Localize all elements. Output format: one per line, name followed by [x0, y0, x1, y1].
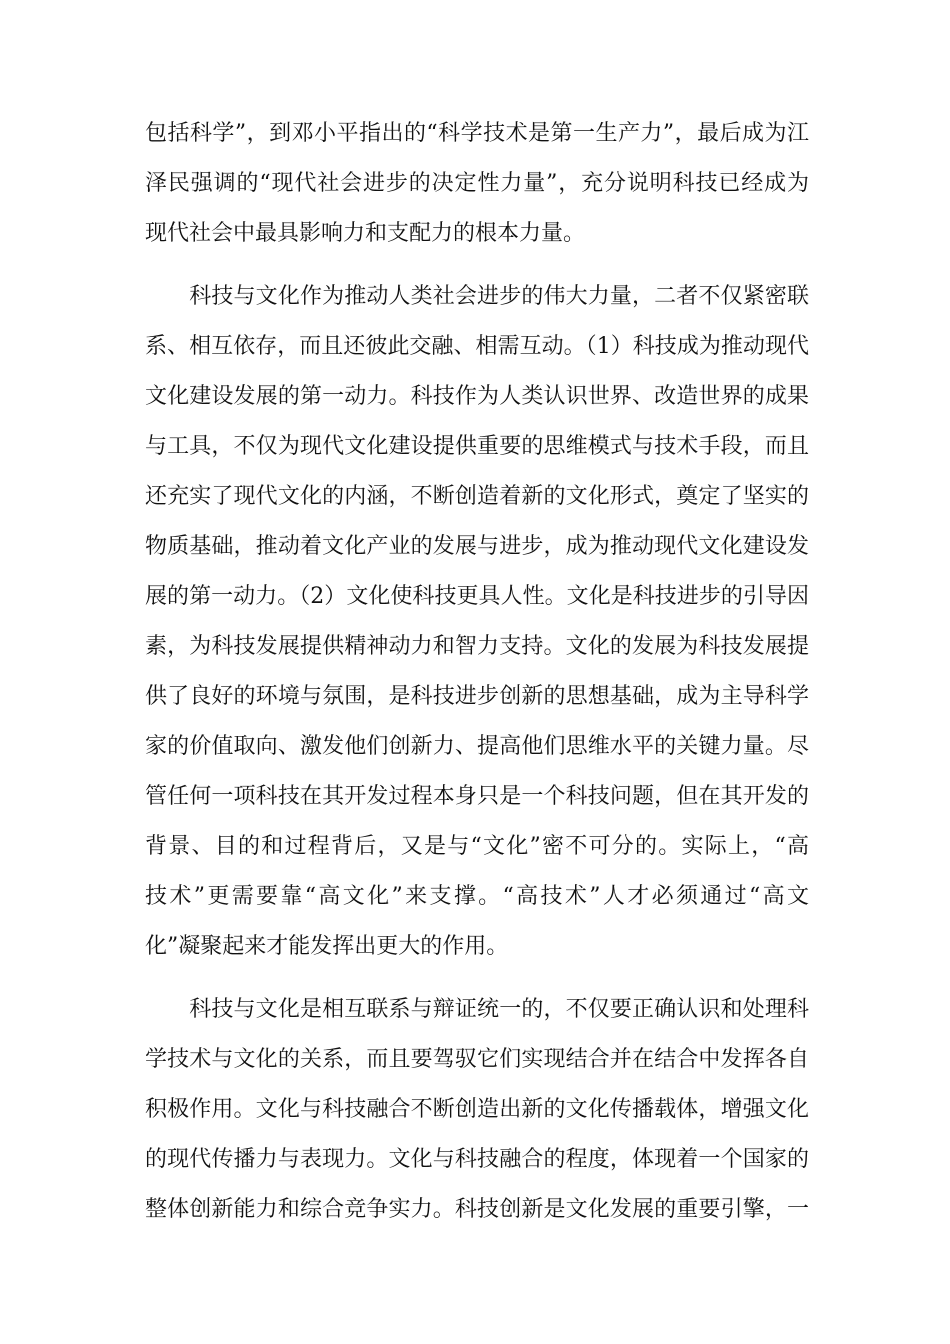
text-line: 素，为科技发展提供精神动力和智力支持。文化的发展为科技发展提: [145, 634, 809, 659]
paragraph-gap: [145, 259, 809, 272]
text-line: 与工具，不仅为现代文化建设提供重要的思维模式与技术手段，而且: [145, 434, 809, 459]
text-line: 文化建设发展的第一动力。科技作为人类认识世界、改造世界的成果: [145, 384, 809, 409]
text-line: 泽民强调的“现代社会进步的决定性力量”，充分说明科技已经成为: [145, 171, 809, 196]
text-line: 背景、目的和过程背后，又是与“文化”密不可分的。实际上，“高: [145, 834, 809, 859]
text-line: 的现代传播力与表现力。文化与科技融合的程度，体现着一个国家的: [145, 1147, 809, 1172]
text-line: 家的价值取向、激发他们创新力、提高他们思维水平的关键力量。尽: [145, 734, 809, 759]
paragraph: [145, 985, 809, 1235]
body-text: [145, 109, 809, 1235]
text-line: 系、相互依存，而且还彼此交融、相需互动。（1）科技成为推动现代: [145, 334, 809, 359]
text-line: 还充实了现代文化的内涵，不断创造着新的文化形式，奠定了坚实的: [145, 484, 809, 509]
text-line: 展的第一动力。（2）文化使科技更具人性。文化是科技进步的引导因: [145, 584, 809, 609]
text-line: 包括科学”，到邓小平指出的“科学技术是第一生产力”，最后成为江: [145, 121, 809, 146]
text-line: 现代社会中最具影响力和支配力的根本力量。: [145, 221, 586, 246]
text-line: 物质基础，推动着文化产业的发展与进步，成为推动现代文化建设发: [145, 534, 809, 559]
text-line: 管任何一项科技在其开发过程本身只是一个科技问题，但在其开发的: [145, 784, 809, 809]
text-line: 积极作用。文化与科技融合不断创造出新的文化传播载体，增强文化: [145, 1097, 809, 1122]
text-line: 科技与文化作为推动人类社会进步的伟大力量，二者不仅紧密联: [145, 284, 809, 309]
text-line: 科技与文化是相互联系与辩证统一的，不仅要正确认识和处理科: [145, 997, 809, 1022]
text-line: 学技术与文化的关系，而且要驾驭它们实现结合并在结合中发挥各自: [145, 1047, 809, 1072]
paragraph: [145, 272, 809, 972]
paragraph-gap: [145, 972, 809, 985]
text-line: 供了良好的环境与氛围，是科技进步创新的思想基础，成为主导科学: [145, 684, 809, 709]
text-line: 技术”更需要靠“高文化”来支撑。“高技术”人才必须通过“高文: [145, 884, 809, 909]
paragraph: [145, 109, 809, 259]
text-line: 化”凝聚起来才能发挥出更大的作用。: [145, 934, 509, 959]
text-line: 整体创新能力和综合竞争实力。科技创新是文化发展的重要引擎，一: [145, 1197, 809, 1222]
